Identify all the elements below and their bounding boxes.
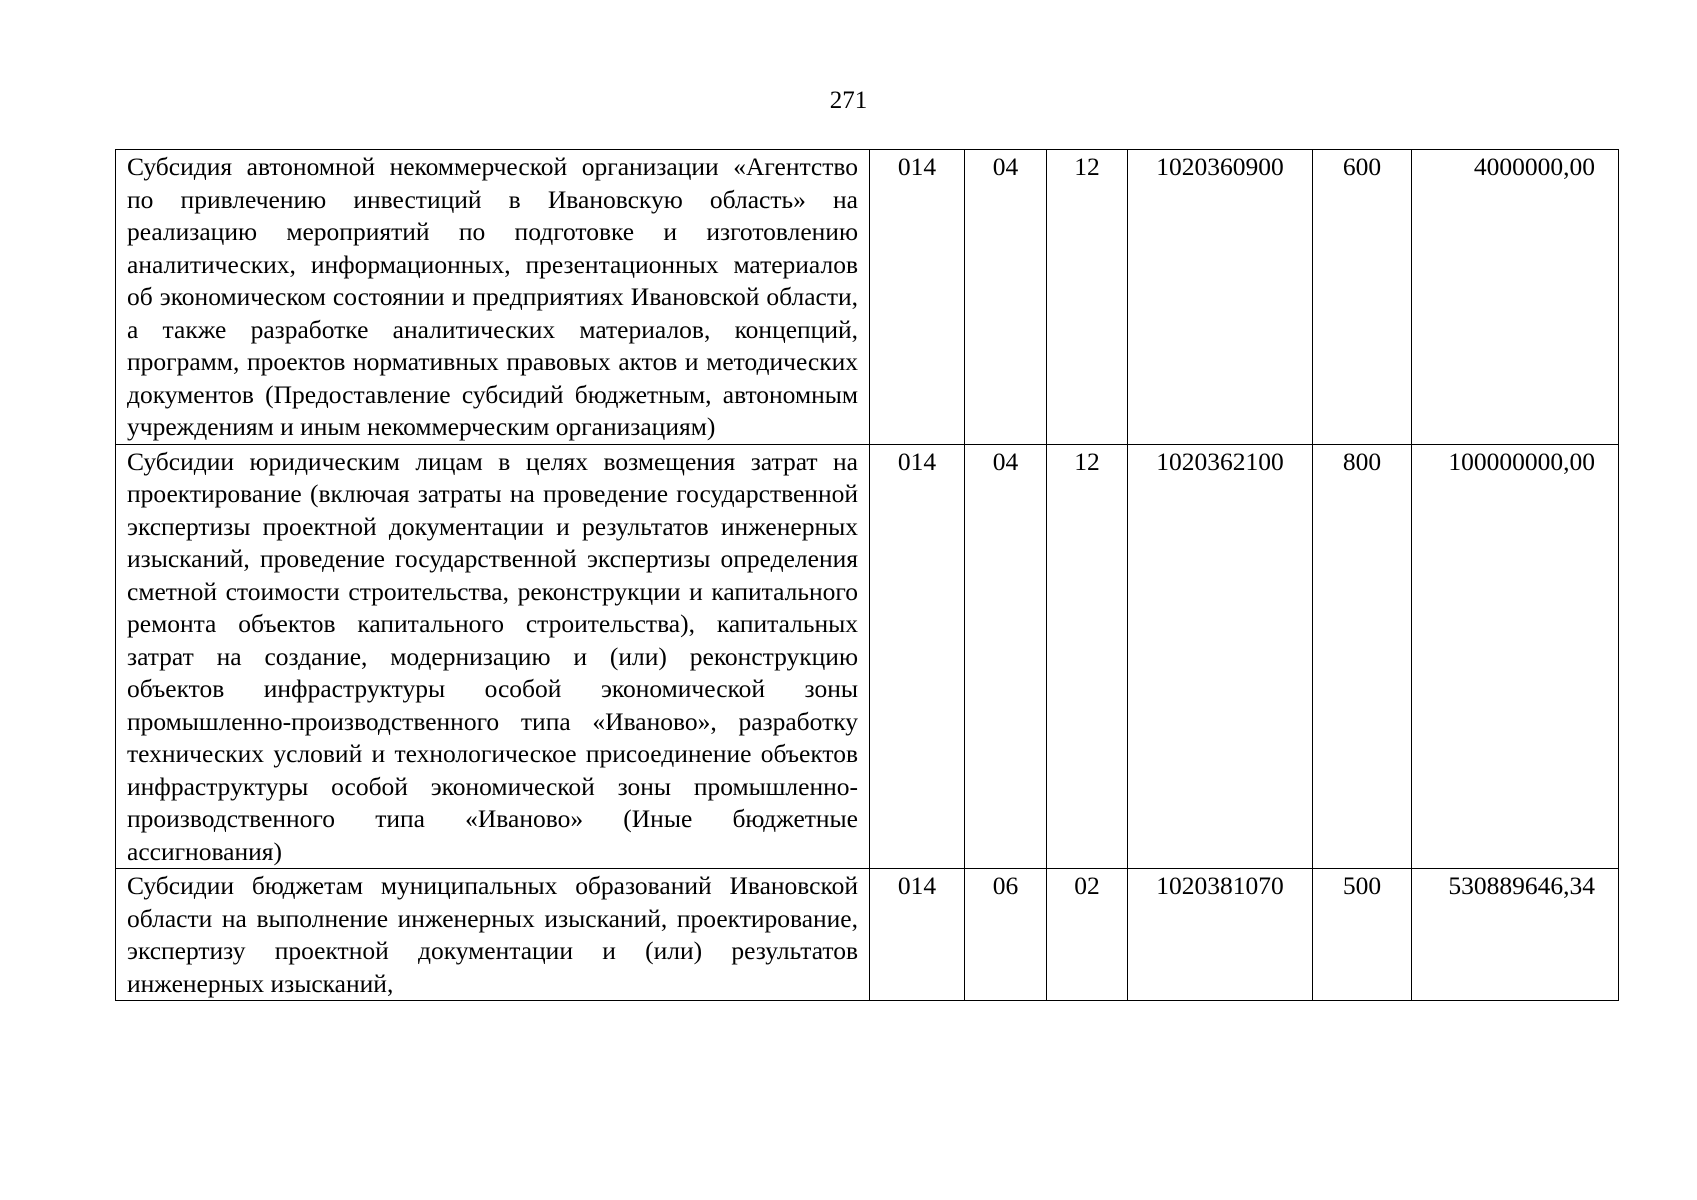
target-article-code: 1020360900 [1128,150,1313,445]
row-description: Субсидия автономной некоммерческой организации «Агентство по привлечению инвестиций в Ивановскую область» на реализацию мероприятий по подготовке и изготовлению аналитических, информационных, презентационных материалов об экономическом состоянии и предприятиях Ивановской области, а также разработке аналитических материалов, концепций, программ, проектов нормативных правовых актов и методических документов (Предоставление субсидий бюджетным, автономным учреждениям и иным некоммерческим организациям) [116,150,870,445]
table-row [116,869,1619,1001]
expense-type-code: 800 [1313,444,1412,869]
ministry-code: 014 [870,869,965,1001]
table-row [116,444,1619,869]
amount-value: 530889646,34 [1412,869,1619,1001]
ministry-code: 014 [870,444,965,869]
amount-value: 4000000,00 [1412,150,1619,445]
row-description: Субсидии бюджетам муниципальных образований Ивановской области на выполнение инженерных изысканий, проектирование, экспертизу проектной документации и (или) результатов инженерных изысканий, [116,869,870,1001]
budget-table [115,149,1619,1001]
amount-value: 100000000,00 [1412,444,1619,869]
target-article-code: 1020381070 [1128,869,1313,1001]
subsection-code: 02 [1047,869,1128,1001]
section-code: 04 [965,150,1047,445]
page-number: 271 [829,87,868,114]
table-row [116,150,1619,445]
target-article-code: 1020362100 [1128,444,1313,869]
ministry-code: 014 [870,150,965,445]
subsection-code: 12 [1047,150,1128,445]
row-description: Субсидии юридическим лицам в целях возмещения затрат на проектирование (включая затраты на проведение государственной экспертизы проектной документации и результатов инженерных изысканий, проведение государственной экспертизы определения сметной стоимости строительства, реконструкции и капитального ремонта объектов капитального строительства), капитальных затрат на создание, модернизацию и (или) реконструкцию объектов инфраструктуры особой экономической зоны промышленно-производственного типа «Иваново», разработку технических условий и технологическое присоединение объектов инфраструктуры особой экономической зоны промышленно-производственного типа «Иваново» (Иные бюджетные ассигнования) [116,444,870,869]
subsection-code: 12 [1047,444,1128,869]
section-code: 06 [965,869,1047,1001]
section-code: 04 [965,444,1047,869]
expense-type-code: 500 [1313,869,1412,1001]
expense-type-code: 600 [1313,150,1412,445]
